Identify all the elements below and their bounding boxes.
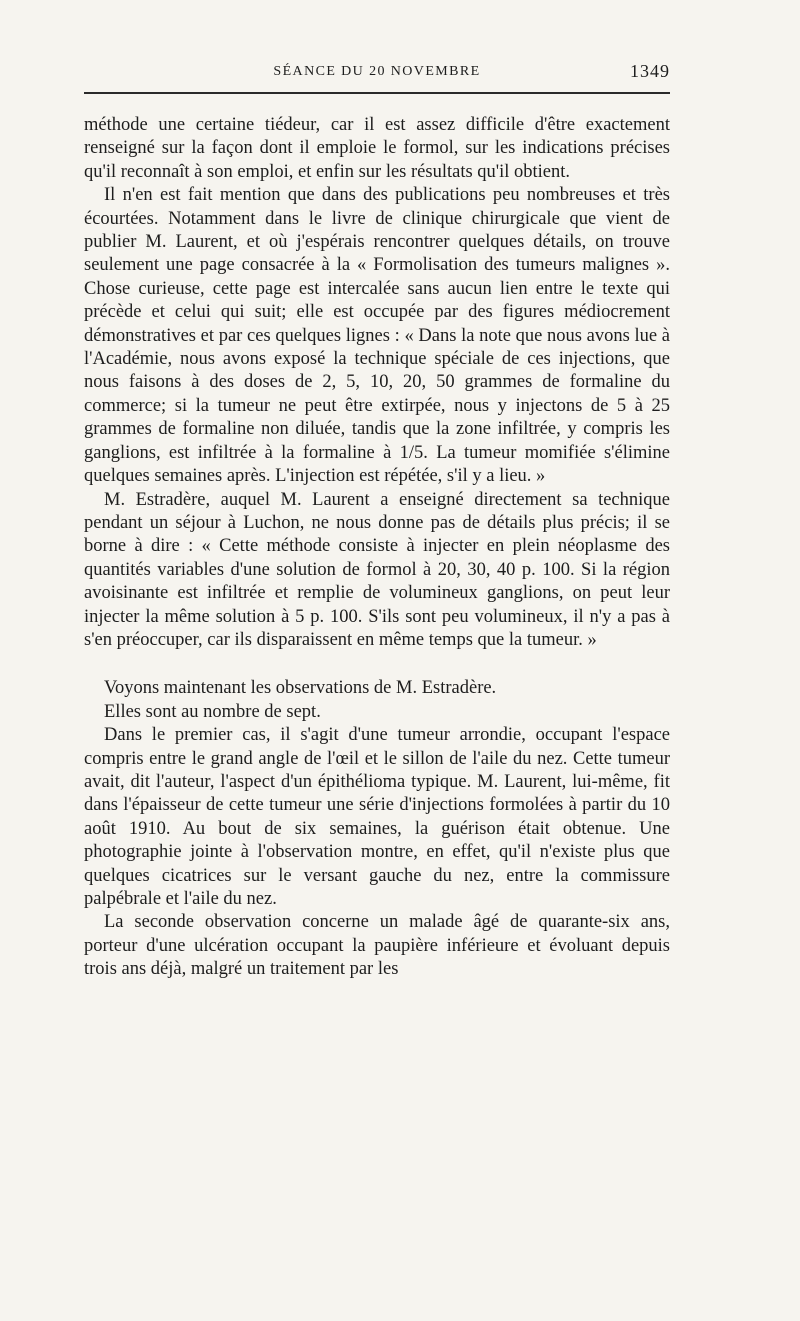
paragraph-observations-intro: Voyons maintenant les observations de M. Estradère. bbox=[104, 678, 497, 699]
paragraph-second-case: La seconde observation concerne un malade âgé de quarante-six ans, porteur d'une ulcération occupant la paupière inférieure et évoluant depuis trois ans déjà, malgré un traitement par les bbox=[84, 912, 670, 980]
paragraph-count: Elles sont au nombre de sept. bbox=[104, 701, 321, 722]
paragraph-estradere-technique: M. Estradère, auquel M. Laurent a enseigné directement sa technique pendant un séjour à Luchon, ne nous donne pas de détails plus précis; il se borne à dire : « Cette méthode consiste à injecter en plein néoplasme des quantités variables d'une solution de formol à 20, 30, 40 p. 100. Si la région avoisinante est infiltrée et remplie de volumineux ganglions, on peut leur injecter la même solution à 5 p. 100. S'ils sont peu volumineux, il n'y a pas à s'en préoccuper, car ils disparaissent en même temps que la tumeur. » bbox=[84, 489, 670, 650]
paragraph-first-case: Dans le premier cas, il s'agit d'une tumeur arrondie, occupant l'espace compris entre le grand angle de l'œil et le sillon de l'aile du nez. Cette tumeur avait, dit l'auteur, l'aspect d'un épithélioma typique. M. Laurent, lui-même, fit dans l'épaisseur de cette tumeur une série d'injections formolées à partir du 10 août 1910. Au bout de six semaines, la guérison était obtenue. Une photographie jointe à l'observation montre, en effet, qu'il n'existe plus que quelques cicatrices sur le versant gauche du nez, entre la commissure palpébrale et l'aile du nez. bbox=[84, 725, 670, 909]
body-text bbox=[84, 114, 670, 982]
page-number: 1349 bbox=[630, 61, 670, 81]
paragraph-continuation: méthode une certaine tiédeur, car il est assez difficile d'être exactement renseigné sur la façon dont il emploie le formol, sur les indications précises qu'il reconnaît à son emploi, et enfin sur les résultats qu'il obtient. bbox=[84, 115, 670, 182]
page-header bbox=[84, 56, 670, 86]
header-rule bbox=[84, 92, 670, 94]
paragraph-publications: Il n'en est fait mention que dans des publications peu nombreuses et très écourtées. Notamment dans le livre de clinique chirurgicale que vient de publier M. Laurent, et où j'espérais rencontrer quelques détails, on trouve seulement une page consacrée à la « Formolisation des tumeurs malignes ». Chose curieuse, cette page est intercalée sans aucun lien entre le texte qui précède et celui qui suit; elle est occupée par des figures médiocrement démonstratives et par ces quelques lignes : « Dans la note que nous avons lue à l'Académie, nous avons exposé la technique spéciale de ces injections, que nous faisons à des doses de 2, 5, 10, 20, 50 grammes de formaline du commerce; si la tumeur ne peut être extirpée, nous y injectons de 5 à 25 grammes de formaline non diluée, tandis que la zone infiltrée, y compris les ganglions, est infiltrée à la formaline à 1/5. La tumeur momifiée s'élimine quelques semaines après. L'injection est répétée, s'il y a lieu. » bbox=[84, 185, 670, 487]
document-page bbox=[84, 56, 670, 1296]
running-head: SÉANCE DU 20 NOVEMBRE bbox=[273, 64, 481, 79]
